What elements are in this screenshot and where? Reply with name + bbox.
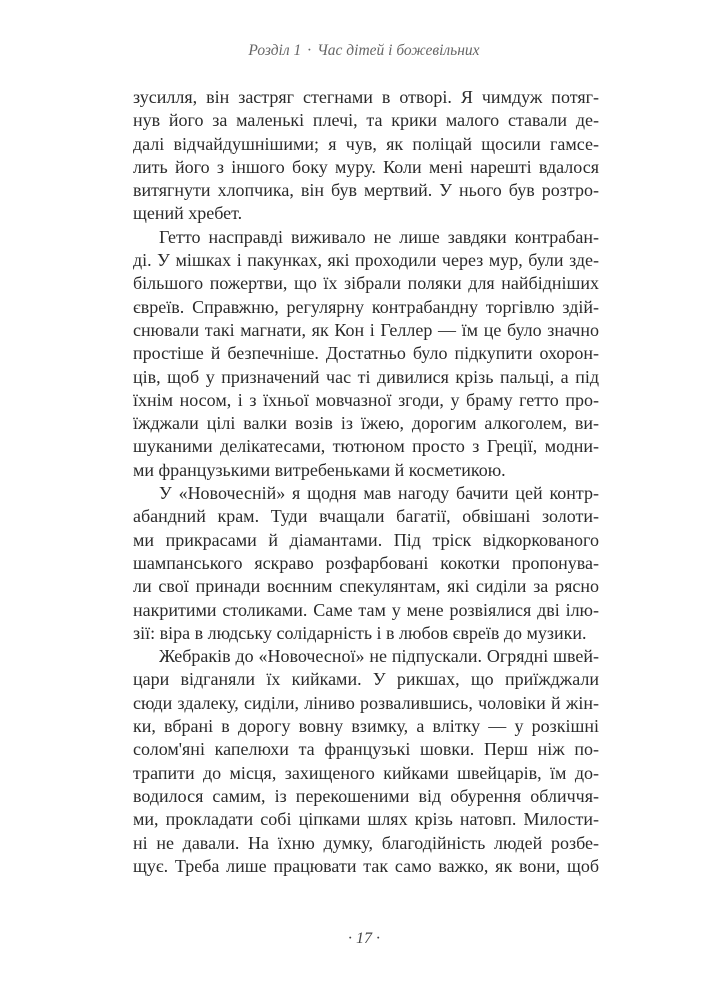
text-line-content: щує. Треба лише працювати так само важко, як вони, щоб — [133, 855, 599, 876]
text-line-content: далі відчайдушнішими; я чув, як поліцай щосили гамсе- — [133, 133, 599, 154]
text-line-content: накритими столиками. Саме там у мене розвіялися дві ілю- — [133, 599, 599, 620]
text-line — [133, 342, 599, 365]
text-line-content: ми, прокладати собі ціпками шлях крізь натовп. Милости- — [133, 809, 599, 830]
text-line-content: простіше й безпечніше. Достатньо було підкупити охорон- — [133, 343, 599, 364]
text-line-content: лить його з іншого боку муру. Коли мені нарешті вдалося — [133, 156, 599, 177]
text-line-content: більшого пожертви, що їх зібрали поляки для найбідніших — [133, 273, 599, 294]
text-line — [133, 808, 599, 831]
text-line — [133, 319, 599, 342]
text-line — [133, 529, 599, 552]
text-line-content: ні не давали. На їхню думку, благодійність людей розбе- — [133, 832, 599, 853]
running-header — [0, 42, 728, 60]
text-line-content: абандний крам. Туди вчащали багатії, обвішані золоти- — [133, 506, 599, 527]
text-line — [133, 109, 599, 132]
text-line — [133, 645, 599, 668]
text-line-content: ми прикрасами й діамантами. Під тріск відкоркованого — [133, 529, 599, 550]
text-line — [133, 552, 599, 575]
text-line-content: ми французькими витребеньками й косметикою. — [133, 459, 506, 480]
text-line — [133, 599, 599, 622]
text-line — [133, 366, 599, 389]
paragraph — [133, 226, 599, 482]
text-line — [133, 785, 599, 808]
text-line-content: шампанського яскраво розфарбовані кокотки пропонува- — [133, 552, 599, 573]
text-line — [133, 668, 599, 691]
text-line — [133, 832, 599, 855]
text-line-content: ді. У мішках і пакунках, які проходили через мур, були зде- — [133, 250, 599, 271]
text-line — [133, 296, 599, 319]
text-line-content: солом'яні капелюхи та французькі шовки. Перш ніж по- — [133, 739, 599, 760]
text-line-content: ки, вбрані в дорогу вовну взимку, а влітку — у розкішні — [133, 716, 599, 737]
text-line-content: Гетто насправді виживало не лише завдяки контрабан- — [159, 226, 599, 247]
text-line — [133, 249, 599, 272]
text-line-content: щений хребет. — [133, 203, 243, 224]
text-line — [133, 622, 599, 645]
text-line-content: снювали такі магнати, як Кон і Геллер — їм це було значно — [133, 319, 599, 340]
paragraph — [133, 86, 599, 226]
text-line — [133, 86, 599, 109]
chapter-title: Час дітей і божевільних — [317, 42, 480, 59]
text-line — [133, 482, 599, 505]
text-line — [133, 855, 599, 878]
text-line — [133, 715, 599, 738]
text-line-content: нув його за маленькі плечі, та крики малого ставали де- — [133, 110, 599, 131]
text-line-content: зії: віра в людську солідарність і в любов євреїв до музики. — [133, 622, 587, 643]
text-line — [133, 435, 599, 458]
header-separator: · — [307, 42, 312, 59]
text-line — [133, 412, 599, 435]
text-line-content: Жебраків до «Новочесної» не підпускали. Огрядні швей- — [159, 646, 599, 667]
text-line-content: їхнім носом, і з їхньої мовчазної згоди, у браму гетто про- — [133, 389, 599, 410]
text-line-content: цари відганяли їх кийками. У рикшах, що приїжджали — [133, 669, 599, 690]
text-line — [133, 738, 599, 761]
text-line-content: ли свої принади воєнним спекулянтам, які сиділи за рясно — [133, 576, 599, 597]
text-line — [133, 133, 599, 156]
text-line — [133, 272, 599, 295]
text-line-content: зусилля, він застряг стегнами в отворі. Я чимдуж потяг- — [133, 87, 599, 107]
text-line — [133, 505, 599, 528]
text-line-content: євреїв. Справжню, регулярну контрабандну торгівлю здій- — [133, 296, 599, 317]
page-body-text — [133, 86, 599, 878]
text-line — [133, 459, 599, 482]
chapter-number: Розділ 1 — [248, 42, 302, 59]
text-line — [133, 692, 599, 715]
paragraph — [133, 645, 599, 878]
page-number: · 17 · — [348, 930, 380, 947]
text-line — [133, 575, 599, 598]
text-line-content: їжджали цілі валки возів із їжею, дорогим алкоголем, ви- — [133, 413, 599, 434]
text-line — [133, 202, 599, 225]
text-line — [133, 179, 599, 202]
text-line — [133, 226, 599, 249]
text-line-content: сюди здалеку, сиділи, ліниво розвалившись, чоловіки й жін- — [133, 692, 599, 713]
text-line — [133, 389, 599, 412]
text-line-content: У «Новочесній» я щодня мав нагоду бачити цей контр- — [159, 483, 599, 504]
text-line-content: трапити до місця, захищеного кийками швейцарів, їм до- — [133, 762, 599, 783]
text-line-content: ців, щоб у призначений час ті дивилися крізь пальці, а під — [133, 366, 599, 387]
text-line — [133, 762, 599, 785]
text-line-content: водилося самим, із перекошеними від обурення обличчя- — [133, 785, 599, 806]
text-line — [133, 156, 599, 179]
text-line-content: витягнути хлопчика, він був мертвий. У нього був розтро- — [133, 180, 599, 201]
text-line-content: шуканими делікатесами, тютюном просто з Греції, модни- — [133, 436, 599, 457]
paragraph — [133, 482, 599, 645]
